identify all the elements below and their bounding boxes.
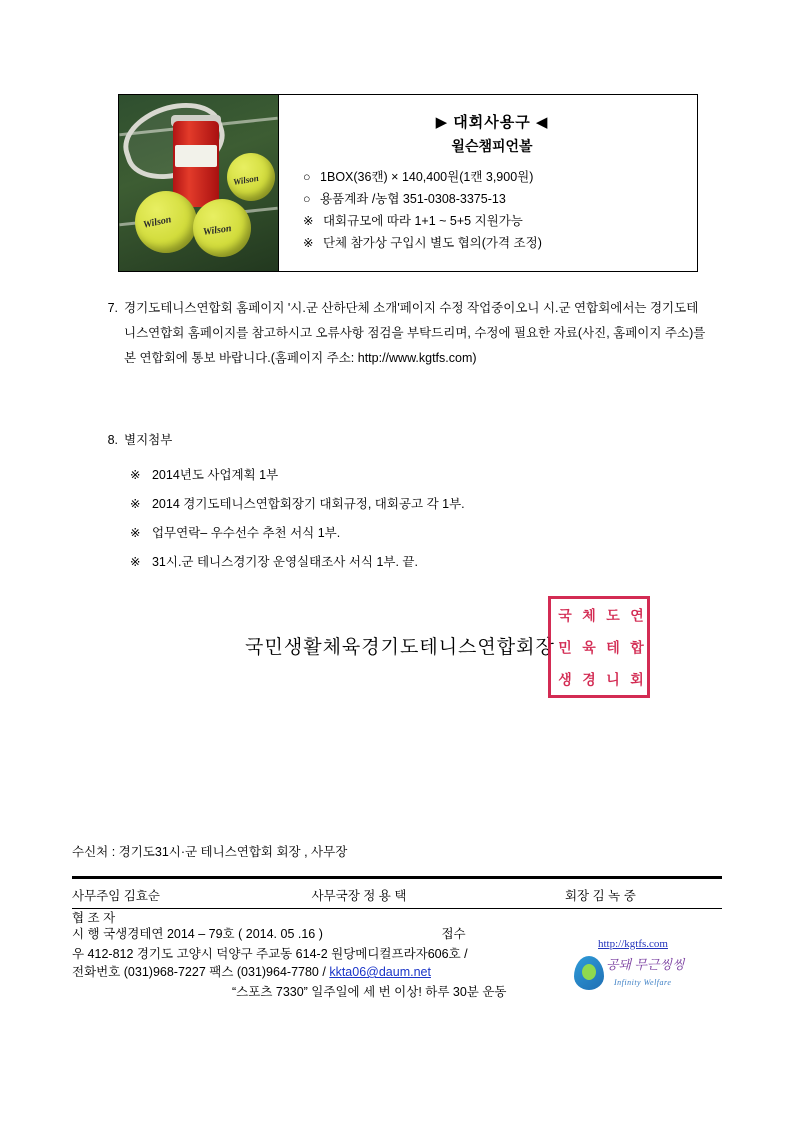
welfare-logo-text: 공돼 무근씽씽	[606, 957, 685, 972]
list-text: 대회규모에 따라 1+1 ~ 5+5 지원가능	[322, 214, 523, 228]
list-text: 용품계좌 /농협 351-0308-3375-13	[320, 192, 506, 206]
receipt-label: 접수	[441, 927, 466, 941]
stamp-char: 연	[628, 608, 643, 622]
footer-staff-row	[72, 886, 636, 904]
staff-chairman: 회장 김 녹 중	[564, 889, 636, 903]
footer-cooperation: 협 조 자	[72, 911, 116, 925]
ball-info-line	[303, 166, 681, 188]
ball-can-label	[175, 145, 217, 167]
list-item	[130, 519, 706, 548]
stamp-char: 민	[556, 640, 571, 654]
doc-number: 시 행 국생경테연 2014 – 79호 ( 2014. 05 .16 )	[72, 927, 323, 941]
item-text: 별지첨부	[124, 433, 173, 447]
list-marker: ※	[130, 497, 141, 511]
list-marker: ○	[303, 192, 311, 206]
footer-divider-thin	[72, 908, 722, 909]
list-marker: ※	[303, 236, 314, 250]
stamp-char: 니	[604, 672, 619, 686]
ball-info-line	[303, 210, 681, 232]
stamp-char: 생	[556, 672, 571, 686]
competition-ball-box	[118, 94, 698, 272]
list-text: 1BOX(36캔) × 140,400원(1캔 3,900원)	[320, 170, 534, 184]
footer-slogan: “스포츠 7330” 일주일에 세 번 이상! 하루 30분 운동	[232, 985, 507, 999]
water-drop-icon	[574, 956, 604, 990]
list-marker: ※	[303, 214, 314, 228]
list-item	[130, 461, 706, 490]
recipient-line: 수신처 : 경기도31시·군 테니스연합회 회장 , 사무장	[72, 845, 348, 859]
list-marker: ○	[303, 170, 311, 184]
footer-doc-row	[72, 924, 466, 942]
item-text: 경기도테니스연합회 홈페이지 '시.군 산하단체 소개'페이지 수정 작업중이오니 시.군 연합회에서는 경기도테니스연합회 홈페이지를 참고하시고 오류사항 점검을 부탁드리며, 수정에 필요한 자료(사진, 홈페이지 주소)를 본 연합회에 통보 바랍니다.(홈페이지 주소: http://www.kgtfs.com)	[124, 301, 706, 365]
ball-info-line	[303, 232, 681, 254]
staff-director: 사무국장 정 용 택	[311, 889, 407, 903]
list-text: 단체 참가상 구입시 별도 협의(가격 조정)	[322, 236, 542, 250]
official-seal-stamp	[548, 596, 650, 698]
welfare-logo-subtext: Infinity Welfare	[614, 978, 672, 987]
ball-brand-label: Wilson	[232, 172, 260, 188]
list-marker: ※	[130, 555, 141, 569]
ball-info-line	[303, 188, 681, 210]
ball-brand-label: Wilson	[142, 214, 173, 231]
ball-brand-label: Wilson	[202, 223, 233, 238]
list-text: 2014 경기도테니스연합회장기 대회규정, 대회공고 각 1부.	[151, 497, 465, 511]
stamp-char: 회	[628, 672, 643, 686]
ball-box-title: ▶ 대회사용구 ◀	[435, 114, 549, 131]
list-item	[130, 490, 706, 519]
document-item-7	[96, 296, 706, 371]
telephone-fax: 전화번호 (031)968-7227 팩스 (031)964-7780 /	[72, 965, 326, 979]
welfare-logo	[570, 952, 720, 1000]
stamp-char: 육	[580, 640, 595, 654]
document-item-8	[96, 428, 706, 577]
stamp-char: 합	[628, 640, 643, 654]
stamp-char: 경	[580, 672, 595, 686]
item-number: 7.	[107, 301, 118, 315]
list-text: 2014년도 사업계획 1부	[151, 468, 279, 482]
footer-tel-row	[72, 962, 431, 980]
attachment-list	[130, 461, 706, 577]
ball-box-subtitle: 윌슨챔피언볼	[451, 138, 533, 154]
item-number: 8.	[107, 433, 118, 447]
stamp-char: 테	[604, 640, 619, 654]
footer-address: 우 412-812 경기도 고양시 덕양구 주교동 614-2 원당메디컬프라자606호 /	[72, 947, 468, 961]
stamp-char: 도	[604, 608, 619, 622]
list-text: 업무연락– 우수선수 추천 서식 1부.	[151, 526, 341, 540]
email-link[interactable]: kkta06@daum.net	[329, 965, 431, 979]
list-marker: ※	[130, 526, 141, 540]
stamp-char: 국	[556, 608, 571, 622]
list-marker: ※	[130, 468, 141, 482]
list-item	[130, 548, 706, 577]
tennis-ball-photo	[119, 95, 279, 271]
list-text: 31시.군 테니스경기장 운영실태조사 서식 1부. 끝.	[151, 555, 418, 569]
website-link[interactable]: http://kgtfs.com	[598, 938, 668, 950]
signature-line: 국민생활체육경기도테니스연합회장	[245, 637, 555, 658]
stamp-char: 체	[580, 608, 595, 622]
ball-info-panel	[279, 95, 697, 271]
footer-divider-thick	[72, 876, 722, 879]
staff-manager: 사무주임 김효순	[72, 889, 160, 903]
